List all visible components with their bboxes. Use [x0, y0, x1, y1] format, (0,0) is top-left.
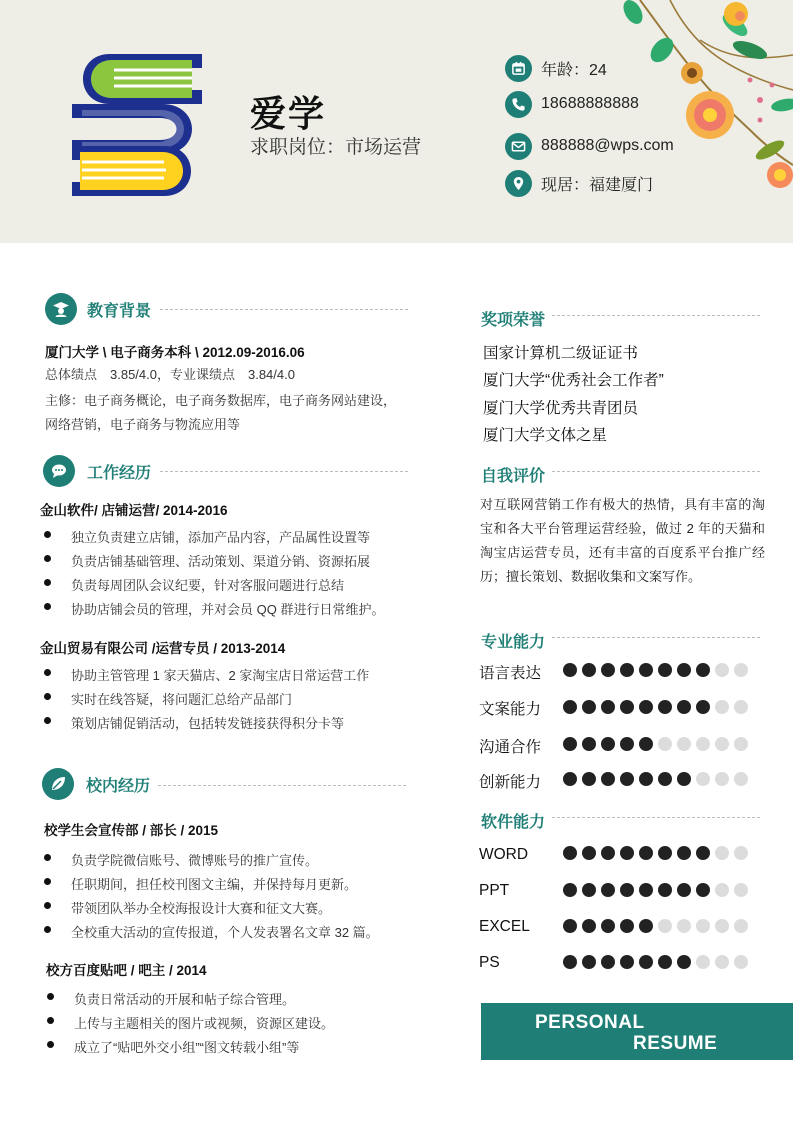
rating-dot-filled	[582, 919, 596, 933]
section-soft-skills-title: 软件能力	[481, 814, 546, 831]
contact-email-text: 888888@wps.com	[541, 137, 674, 154]
rating-dot-filled	[658, 955, 672, 969]
rating-dot-filled	[658, 883, 672, 897]
books-logo-icon	[52, 50, 222, 200]
list-item: 全校重大活动的宣传报道，个人发表署名文章 32 篇。	[71, 925, 379, 940]
divider	[552, 637, 760, 638]
banner-line-1: PERSONAL	[535, 1012, 645, 1033]
rating-dot-filled	[658, 700, 672, 714]
contact-age-text: 年龄：24	[541, 61, 607, 79]
rating-dot-filled	[639, 737, 653, 751]
rating-dot-empty	[734, 955, 748, 969]
phone-icon	[505, 91, 532, 118]
bullet-dot	[47, 1017, 54, 1024]
section-education-label: 教育背景	[87, 302, 152, 320]
contact-age	[505, 54, 607, 82]
resume-header	[0, 0, 793, 243]
rating-dot-empty	[734, 700, 748, 714]
rating-dot-filled	[620, 663, 634, 677]
campus-exp2-heading: 校方百度贴吧 / 吧主 / 2014	[46, 963, 207, 978]
bullet-dot	[44, 555, 51, 562]
rating-dot-filled	[658, 663, 672, 677]
rating-dot-filled	[601, 737, 615, 751]
location-icon	[505, 170, 532, 197]
rating-dot-empty	[696, 955, 710, 969]
education-major-line-2: 网络营销，电子商务与物流应用等	[45, 417, 241, 432]
divider	[160, 309, 408, 310]
rating-dot-filled	[582, 663, 596, 677]
rating-dot-empty	[734, 663, 748, 677]
personal-resume-banner	[481, 1003, 793, 1060]
contact-location-text: 现居：福建厦门	[541, 176, 654, 194]
rating-dot-filled	[601, 772, 615, 786]
list-item: 负责店铺基础管理、活动策划、渠道分销、资源拓展	[71, 554, 371, 569]
list-item: 独立负责建立店铺，添加产品内容，产品属性设置等	[71, 530, 371, 545]
rating-dot-empty	[715, 846, 729, 860]
rating-dot-filled	[620, 700, 634, 714]
rating-dot-empty	[677, 919, 691, 933]
rating-dot-empty	[696, 737, 710, 751]
bullet-dot	[44, 669, 51, 676]
rating-dot-filled	[677, 700, 691, 714]
section-campus-title	[42, 768, 150, 800]
rating-dot-filled	[677, 663, 691, 677]
skill-rating	[563, 919, 748, 933]
email-icon	[505, 133, 532, 160]
rating-dot-filled	[639, 772, 653, 786]
skill-rating	[563, 846, 748, 860]
rating-dot-filled	[639, 700, 653, 714]
list-item: 策划店铺促销活动，包括转发链接获得积分卡等	[71, 716, 345, 731]
list-item: 实时在线答疑，将问题汇总给产品部门	[71, 692, 293, 707]
section-work-label: 工作经历	[87, 464, 152, 482]
section-education-title	[45, 293, 151, 325]
self-eval-text: 对互联网营销工作有极大的热情，具有丰富的淘宝和各大平台管理运营经验，做过 2 年的天猫和淘宝店运营专员，还有丰富的百度系平台推广经历；擅长策划、数据收集和文案写作。	[480, 497, 765, 584]
rating-dot-filled	[696, 663, 710, 677]
rating-dot-filled	[696, 700, 710, 714]
rating-dot-filled	[563, 846, 577, 860]
divider	[552, 315, 760, 316]
job2-heading: 金山贸易有限公司 /运营专员 / 2013-2014	[40, 641, 286, 656]
skill-name: PPT	[479, 882, 510, 899]
award-item: 国家计算机二级证证书	[483, 345, 639, 362]
list-item: 带领团队举办全校海报设计大赛和征文大赛。	[71, 901, 332, 916]
bullet-dot	[47, 1041, 54, 1048]
rating-dot-empty	[734, 919, 748, 933]
banner-line-2: RESUME	[633, 1033, 718, 1054]
section-self-eval-title: 自我评价	[481, 468, 546, 485]
rating-dot-filled	[582, 737, 596, 751]
skill-name: EXCEL	[479, 918, 530, 935]
rating-dot-filled	[620, 737, 634, 751]
contact-phone-text: 18688888888	[541, 95, 639, 112]
rating-dot-empty	[715, 663, 729, 677]
rating-dot-empty	[696, 772, 710, 786]
job1-heading: 金山软件/ 店铺运营/ 2014-2016	[40, 503, 228, 518]
rating-dot-filled	[620, 919, 634, 933]
rating-dot-filled	[582, 955, 596, 969]
divider	[552, 817, 760, 818]
rating-dot-filled	[677, 955, 691, 969]
rating-dot-empty	[658, 737, 672, 751]
rating-dot-filled	[658, 772, 672, 786]
rating-dot-filled	[582, 846, 596, 860]
section-work-title	[43, 455, 151, 487]
rating-dot-filled	[639, 919, 653, 933]
rating-dot-filled	[620, 846, 634, 860]
rating-dot-filled	[582, 772, 596, 786]
rating-dot-filled	[620, 883, 634, 897]
rating-dot-empty	[696, 919, 710, 933]
divider	[160, 471, 408, 472]
rating-dot-filled	[601, 883, 615, 897]
bullet-dot	[44, 717, 51, 724]
award-item: 厦门大学“优秀社会工作者”	[483, 372, 664, 389]
list-item: 成立了“贴吧外交小组”“图文转载小组”等	[74, 1040, 300, 1055]
rating-dot-filled	[601, 919, 615, 933]
rating-dot-filled	[677, 772, 691, 786]
skill-rating	[563, 883, 748, 897]
skill-rating	[563, 737, 748, 751]
rating-dot-filled	[601, 955, 615, 969]
rating-dot-filled	[601, 663, 615, 677]
rating-dot-filled	[563, 737, 577, 751]
rating-dot-empty	[677, 737, 691, 751]
education-school-line: 厦门大学 \ 电子商务本科 \ 2012.09-2016.06	[45, 345, 305, 360]
award-item: 厦门大学文体之星	[483, 427, 608, 444]
rating-dot-filled	[639, 955, 653, 969]
list-item: 负责日常活动的开展和帖子综合管理。	[74, 992, 296, 1007]
bullet-dot	[44, 693, 51, 700]
bullet-dot	[44, 878, 51, 885]
list-item: 协助主管管理 1 家天猫店、2 家淘宝店日常运营工作	[71, 668, 370, 683]
bullet-dot	[44, 579, 51, 586]
rating-dot-empty	[658, 919, 672, 933]
rating-dot-filled	[582, 700, 596, 714]
skill-name: 创新能力	[479, 774, 542, 791]
rating-dot-filled	[658, 846, 672, 860]
skill-name: WORD	[479, 846, 529, 863]
bullet-dot	[44, 902, 51, 909]
list-item: 上传与主题相关的图片或视频，资源区建设。	[74, 1016, 335, 1031]
rating-dot-filled	[620, 772, 634, 786]
rating-dot-filled	[677, 846, 691, 860]
divider	[552, 471, 760, 472]
bullet-dot	[44, 854, 51, 861]
education-gpa-line: 总体绩点 3.85/4.0，专业课绩点 3.84/4.0	[45, 367, 295, 382]
rating-dot-filled	[696, 883, 710, 897]
divider	[158, 785, 406, 786]
rating-dot-filled	[563, 919, 577, 933]
bullet-dot	[44, 531, 51, 538]
rating-dot-filled	[677, 883, 691, 897]
rating-dot-empty	[715, 883, 729, 897]
list-item: 负责学院微信账号、微博账号的推广宣传。	[71, 853, 319, 868]
rating-dot-empty	[715, 919, 729, 933]
rating-dot-filled	[563, 772, 577, 786]
rating-dot-filled	[582, 883, 596, 897]
calendar-icon	[505, 55, 532, 82]
skill-name: 语言表达	[479, 665, 542, 682]
section-pro-skills-title: 专业能力	[481, 634, 546, 651]
graduate-icon	[45, 293, 77, 325]
bullet-dot	[44, 603, 51, 610]
skill-name: PS	[479, 954, 500, 971]
rating-dot-filled	[563, 955, 577, 969]
skill-rating	[563, 955, 748, 969]
education-major-line: 主修：电子商务概论，电子商务数据库，电子商务网站建设，	[45, 393, 397, 408]
rating-dot-empty	[715, 737, 729, 751]
rating-dot-empty	[715, 772, 729, 786]
skill-rating	[563, 663, 748, 677]
rating-dot-empty	[734, 846, 748, 860]
rating-dot-filled	[563, 663, 577, 677]
skill-rating	[563, 772, 748, 786]
rating-dot-filled	[601, 846, 615, 860]
candidate-name: 爱学	[250, 93, 327, 134]
rating-dot-filled	[601, 700, 615, 714]
rating-dot-filled	[563, 883, 577, 897]
skill-name: 文案能力	[479, 701, 542, 718]
chat-bubble-icon	[43, 455, 75, 487]
award-item: 厦门大学优秀共青团员	[483, 400, 639, 417]
skill-name: 沟通合作	[479, 739, 542, 756]
list-item: 负责每周团队会议纪要，针对客服问题进行总结	[71, 578, 345, 593]
list-item: 任职期间，担任校刊图文主编，并保持每月更新。	[71, 877, 358, 892]
list-item: 协助店铺会员的管理，并对会员 QQ 群进行日常维护。	[71, 602, 385, 617]
flower-decoration-icon	[600, 0, 793, 200]
rating-dot-empty	[734, 883, 748, 897]
rating-dot-filled	[696, 846, 710, 860]
section-awards-title: 奖项荣誉	[481, 312, 546, 329]
rating-dot-empty	[715, 700, 729, 714]
rating-dot-empty	[734, 737, 748, 751]
leaf-icon	[42, 768, 74, 800]
rating-dot-empty	[734, 772, 748, 786]
rating-dot-filled	[563, 700, 577, 714]
job-target: 求职岗位：市场运营	[250, 137, 422, 158]
rating-dot-filled	[639, 663, 653, 677]
bullet-dot	[47, 993, 54, 1000]
rating-dot-empty	[715, 955, 729, 969]
rating-dot-filled	[639, 883, 653, 897]
campus-exp1-heading: 校学生会宣传部 / 部长 / 2015	[44, 823, 219, 838]
rating-dot-filled	[620, 955, 634, 969]
rating-dot-filled	[639, 846, 653, 860]
section-campus-label: 校内经历	[86, 777, 151, 795]
skill-rating	[563, 700, 748, 714]
bullet-dot	[44, 926, 51, 933]
